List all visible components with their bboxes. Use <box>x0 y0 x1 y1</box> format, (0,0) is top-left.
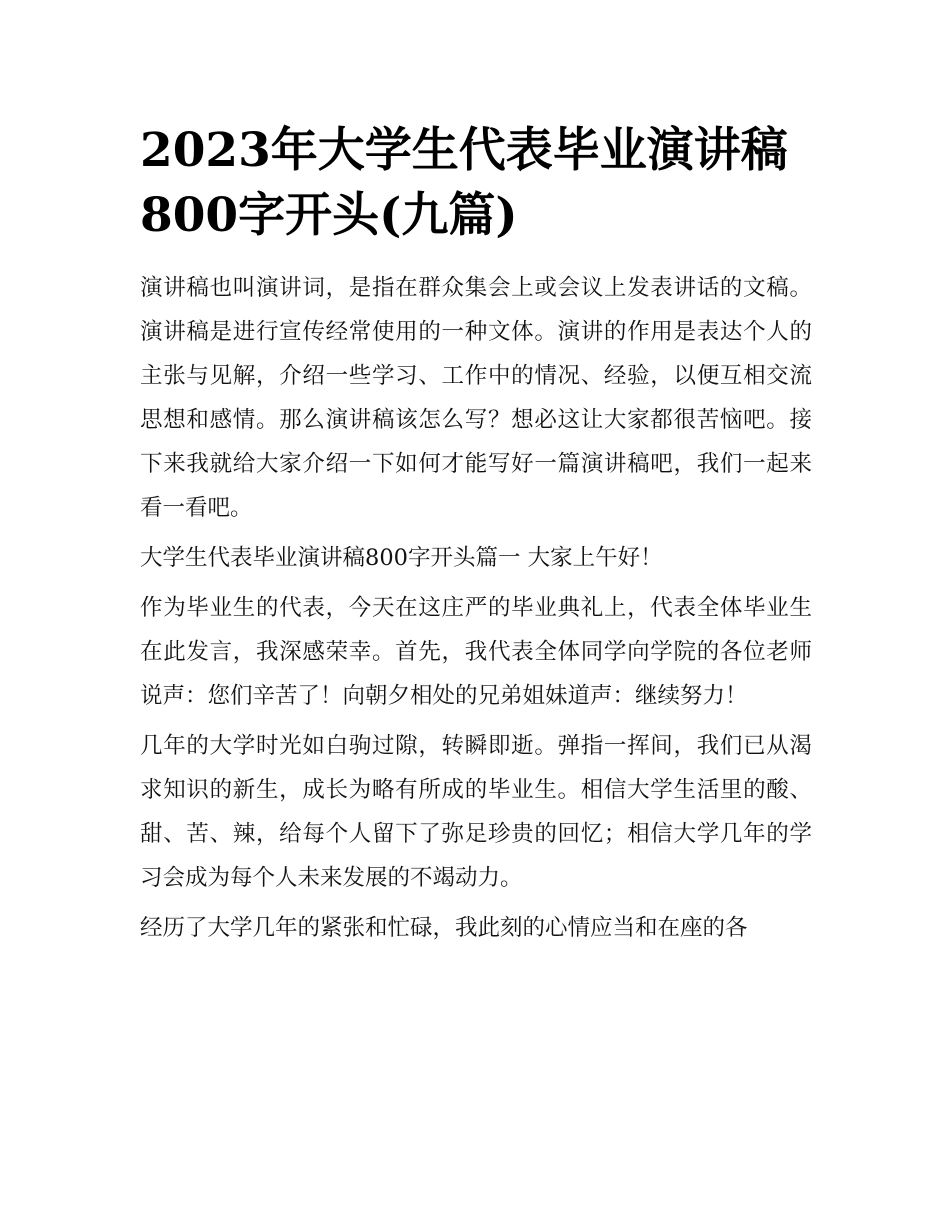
paragraph-section-heading: 大学生代表毕业演讲稿800字开头篇一 大家上午好！ <box>140 545 663 571</box>
document-body <box>140 266 812 950</box>
paragraph-intro: 演讲稿也叫演讲词，是指在群众集会上或会议上发表讲话的文稿。演讲稿是进行宣传经常使用的一种文体。演讲的作用是表达个人的主张与见解，介绍一些学习、工作中的情况、经验，以便互相交流思想和感情。那么演讲稿该怎么写？想必这让大家都很苦恼吧。接下来我就给大家介绍一下如何才能写好一篇演讲稿吧，我们一起来看一看吧。 <box>140 275 812 521</box>
document-title: 2023年大学生代表毕业演讲稿800字开头(九篇) <box>140 123 788 243</box>
document-page <box>140 118 812 956</box>
paragraph-continued: 经历了大学几年的紧张和忙碌，我此刻的心情应当和在座的各 <box>140 915 748 941</box>
paragraph-memories: 几年的大学时光如白驹过隙，转瞬即逝。弹指一挥间，我们已从渴求知识的新生，成长为略有所成的毕业生。相信大学生活里的酸、甜、苦、辣，给每个人留下了弥足珍贵的回忆；相信大学几年的学习会成为每个人未来发展的不竭动力。 <box>140 733 812 891</box>
paragraph-greeting: 作为毕业生的代表，今天在这庄严的毕业典礼上，代表全体毕业生在此发言，我深感荣幸。首先，我代表全体同学向学院的各位老师说声：您们辛苦了！向朝夕相处的兄弟姐妹道声：继续努力！ <box>140 595 812 709</box>
